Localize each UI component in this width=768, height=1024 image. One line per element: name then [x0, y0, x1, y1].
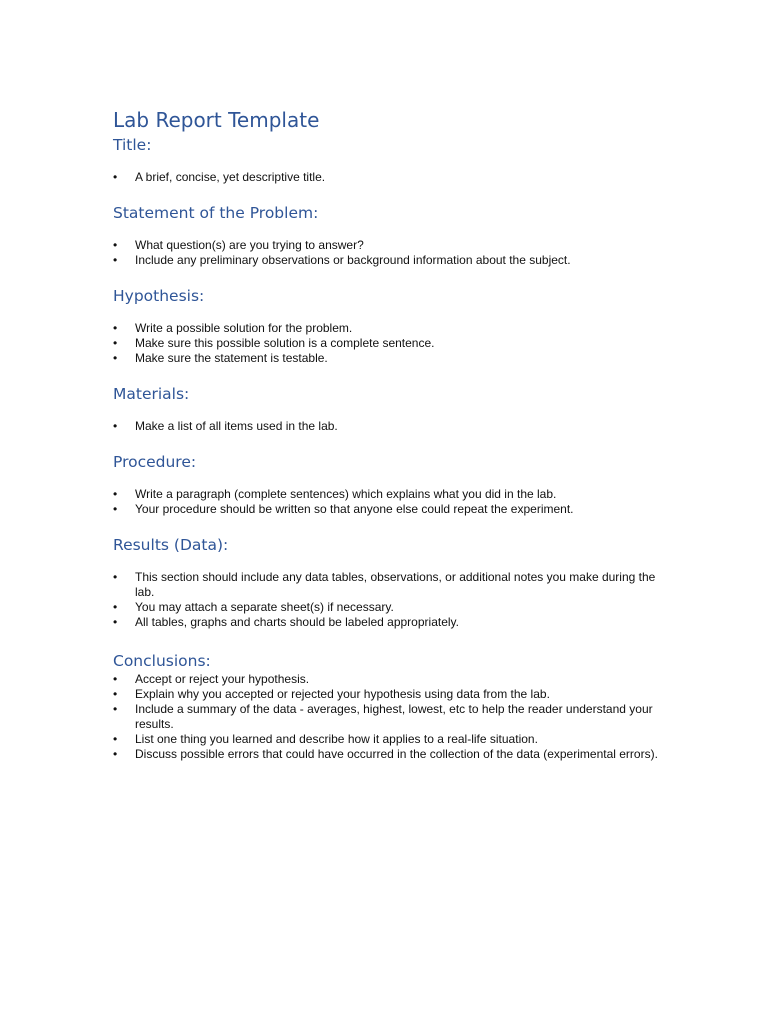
section-list-hypothesis [113, 321, 658, 366]
bullet-icon: • [113, 419, 118, 433]
section-list-problem [113, 238, 658, 268]
bullet-icon: • [113, 732, 118, 746]
bullet-icon: • [113, 747, 118, 761]
list-item: • List one thing you learned and describe how it applies to a real-life situation. [113, 732, 538, 746]
list-item: • Make a list of all items used in the lab. [113, 419, 338, 433]
section-heading-hypothesis: Hypothesis: [113, 287, 205, 305]
bullet-icon: • [113, 170, 118, 184]
list-item: • This section should include any data tables, observations, or additional notes you make during the lab. [113, 570, 656, 599]
list-item: • Include a summary of the data - averages, highest, lowest, etc to help the reader understand your results. [113, 702, 653, 731]
bullet-icon: • [113, 336, 118, 350]
list-item: • Make sure this possible solution is a complete sentence. [113, 336, 435, 350]
section-heading-problem: Statement of the Problem: [113, 204, 319, 222]
list-item: • Accept or reject your hypothesis. [113, 672, 310, 686]
section-heading-procedure: Procedure: [113, 453, 197, 471]
bullet-icon: • [113, 687, 118, 701]
bullet-icon: • [113, 570, 118, 584]
bullet-icon: • [113, 253, 118, 267]
list-item: • Discuss possible errors that could have occurred in the collection of the data (experimental errors). [113, 747, 658, 761]
list-item: • You may attach a separate sheet(s) if necessary. [113, 600, 394, 614]
document-page [113, 106, 658, 762]
bullet-icon: • [113, 321, 118, 335]
section-heading-materials: Materials: [113, 385, 190, 403]
list-item: • Explain why you accepted or rejected your hypothesis using data from the lab. [113, 687, 550, 701]
list-item: • Write a paragraph (complete sentences) which explains what you did in the lab. [113, 487, 557, 501]
section-heading-results: Results (Data): [113, 536, 229, 554]
section-heading-conclusions: Conclusions: [113, 652, 211, 670]
list-item: • What question(s) are you trying to answer? [113, 238, 364, 252]
bullet-icon: • [113, 600, 118, 614]
list-item: • Your procedure should be written so that anyone else could repeat the experiment. [113, 502, 574, 516]
bullet-icon: • [113, 672, 118, 686]
bullet-icon: • [113, 351, 118, 365]
bullet-icon: • [113, 238, 118, 252]
list-item: • Make sure the statement is testable. [113, 351, 328, 365]
section-list-materials [113, 419, 658, 434]
section-list-title [113, 170, 658, 185]
list-item: • All tables, graphs and charts should be labeled appropriately. [113, 615, 459, 629]
bullet-icon: • [113, 487, 118, 501]
bullet-icon: • [113, 502, 118, 516]
bullet-icon: • [113, 615, 118, 629]
section-heading-title: Title: [113, 136, 152, 154]
section-list-results [113, 570, 658, 630]
bullet-icon: • [113, 702, 118, 716]
list-item: • A brief, concise, yet descriptive title. [113, 170, 326, 184]
document-title: Lab Report Template [113, 108, 320, 132]
section-list-conclusions [113, 672, 658, 762]
section-list-procedure [113, 487, 658, 517]
list-item: • Write a possible solution for the problem. [113, 321, 353, 335]
list-item: • Include any preliminary observations or background information about the subject. [113, 253, 571, 267]
